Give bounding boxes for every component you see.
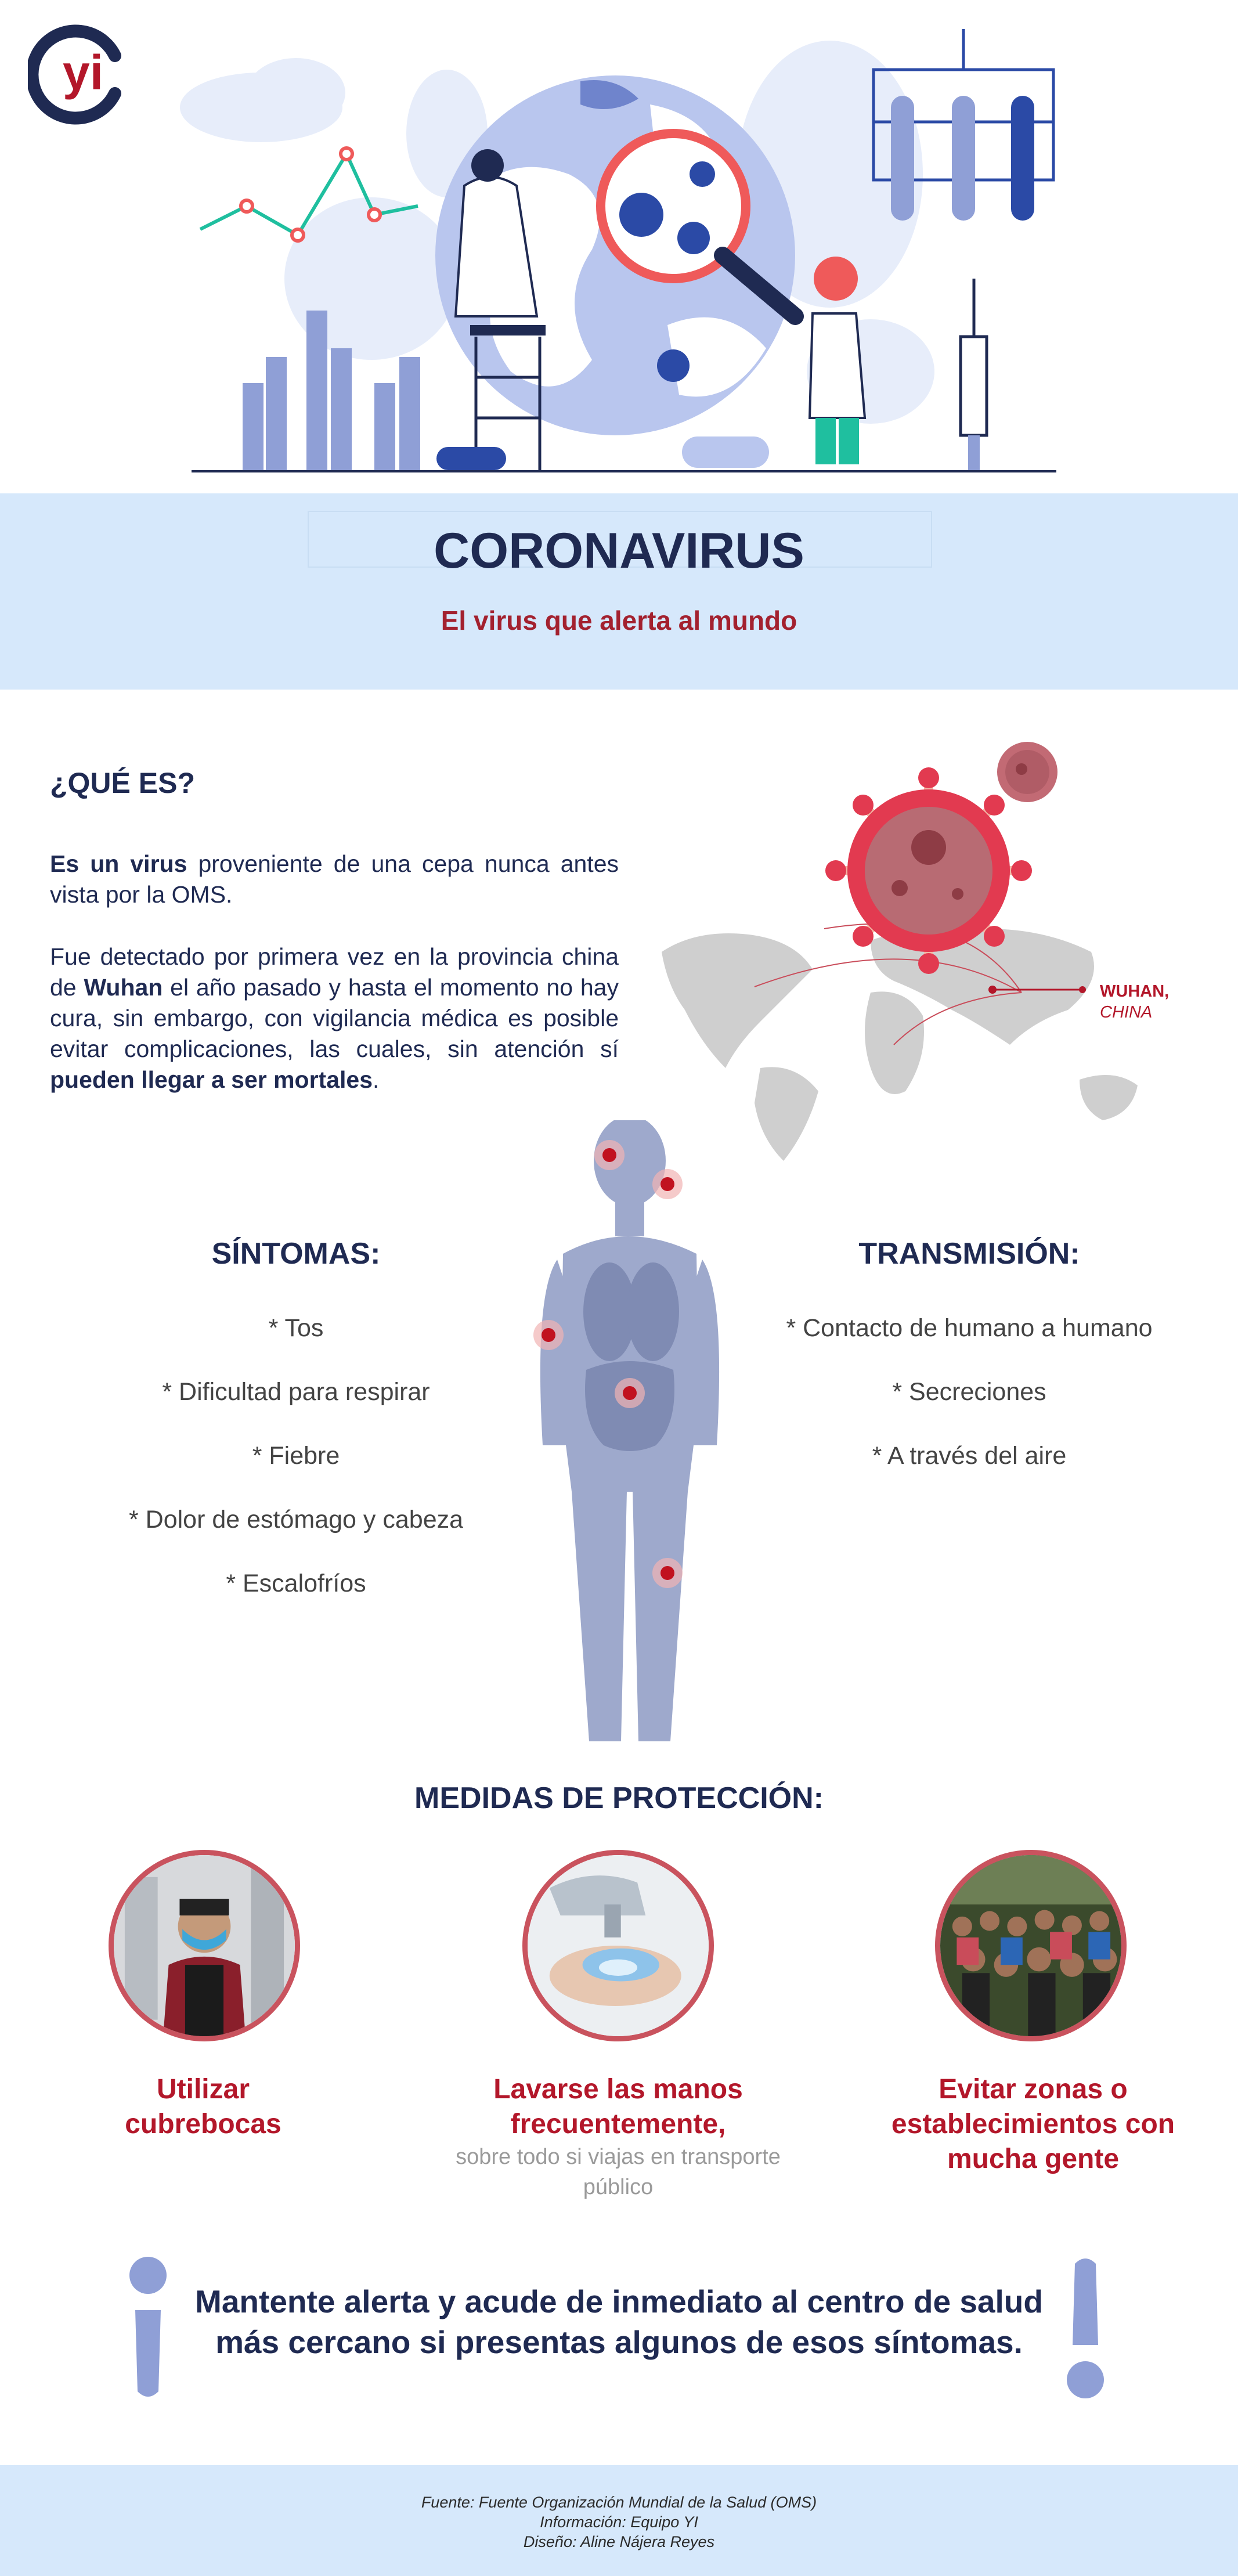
- mask-photo-illustration: [114, 1855, 295, 2036]
- logo-text: yi: [63, 45, 104, 100]
- que-es-paragraph-2: Fue detectado por primera vez en la provincia china de Wuhan el año pasado y hasta el momento no hay cura, sin embargo, con vigilancia médica es posible evitar complicaciones, las cuales, sin atención sí pueden llegar a ser mortales.: [50, 943, 619, 1093]
- hero-illustration: [0, 0, 1238, 493]
- sintomas-list: [87, 1312, 505, 1631]
- inverted-exclamation-icon: [125, 2252, 171, 2403]
- list-item: * Fiebre: [252, 1442, 340, 1470]
- wuhan-country: CHINA: [1100, 1003, 1153, 1022]
- measure-handwash-sub: sobre todo si viajas en transporte público: [456, 2145, 781, 2199]
- page-subtitle: El virus que alerta al mundo: [441, 605, 797, 636]
- alert-message: Mantente alerta y acude de inmediato al centro de salud más cercano si presentas algunos de esos síntomas.: [195, 2283, 1043, 2360]
- list-item: * Dolor de estómago y cabeza: [128, 1506, 464, 1534]
- footer-design: Diseño: Aline Nájera Reyes: [523, 2533, 715, 2550]
- footer-source: Fuente: Fuente Organización Mundial de la Salud (OMS): [421, 2494, 817, 2511]
- medidas-heading: MEDIDAS DE PROTECCIÓN:: [414, 1781, 824, 1815]
- handwash-photo: [522, 1850, 714, 2041]
- list-item: * Contacto de humano a humano: [786, 1314, 1153, 1342]
- measure-handwash: [453, 2072, 784, 2202]
- que-es-heading: ¿QUÉ ES?: [50, 767, 196, 799]
- list-item: * Secreciones: [892, 1378, 1046, 1406]
- transmision-heading: TRANSMISIÓN:: [858, 1237, 1080, 1271]
- measure-avoid-crowds-title: Evitar zonas o establecimientos con mucha gente: [891, 2074, 1175, 2174]
- transmision-list: [784, 1312, 1155, 1503]
- measure-handwash-title: Lavarse las manos frecuentemente,: [493, 2074, 743, 2140]
- list-item: * Dificultad para respirar: [162, 1378, 430, 1406]
- handwash-photo-illustration: [528, 1855, 709, 2036]
- page-title: CORONAVIRUS: [434, 523, 804, 579]
- crowd-photo: [935, 1850, 1127, 2041]
- measure-mask-title: Utilizar cubrebocas: [125, 2074, 281, 2140]
- que-es-paragraph-1: Es un virus proveniente de una cepa nunca antes vista por la OMS.: [50, 850, 619, 908]
- crowd-photo-illustration: [940, 1855, 1121, 2036]
- list-item: * A través del aire: [872, 1442, 1067, 1470]
- wuhan-label: [1100, 981, 1169, 1023]
- list-item: * Tos: [268, 1314, 324, 1342]
- measure-avoid-crowds: [871, 2072, 1196, 2177]
- mask-photo: [109, 1850, 300, 2041]
- sintomas-heading: SÍNTOMAS:: [211, 1237, 381, 1271]
- human-body-illustration: [522, 1120, 731, 1759]
- world-map-virus-illustration: [650, 720, 1238, 1161]
- footer-info: Información: Equipo YI: [540, 2513, 698, 2531]
- wuhan-city: WUHAN,: [1100, 982, 1170, 1001]
- measure-mask: [87, 2072, 319, 2142]
- list-item: * Escalofríos: [226, 1570, 366, 1597]
- exclamation-icon: [1062, 2252, 1109, 2403]
